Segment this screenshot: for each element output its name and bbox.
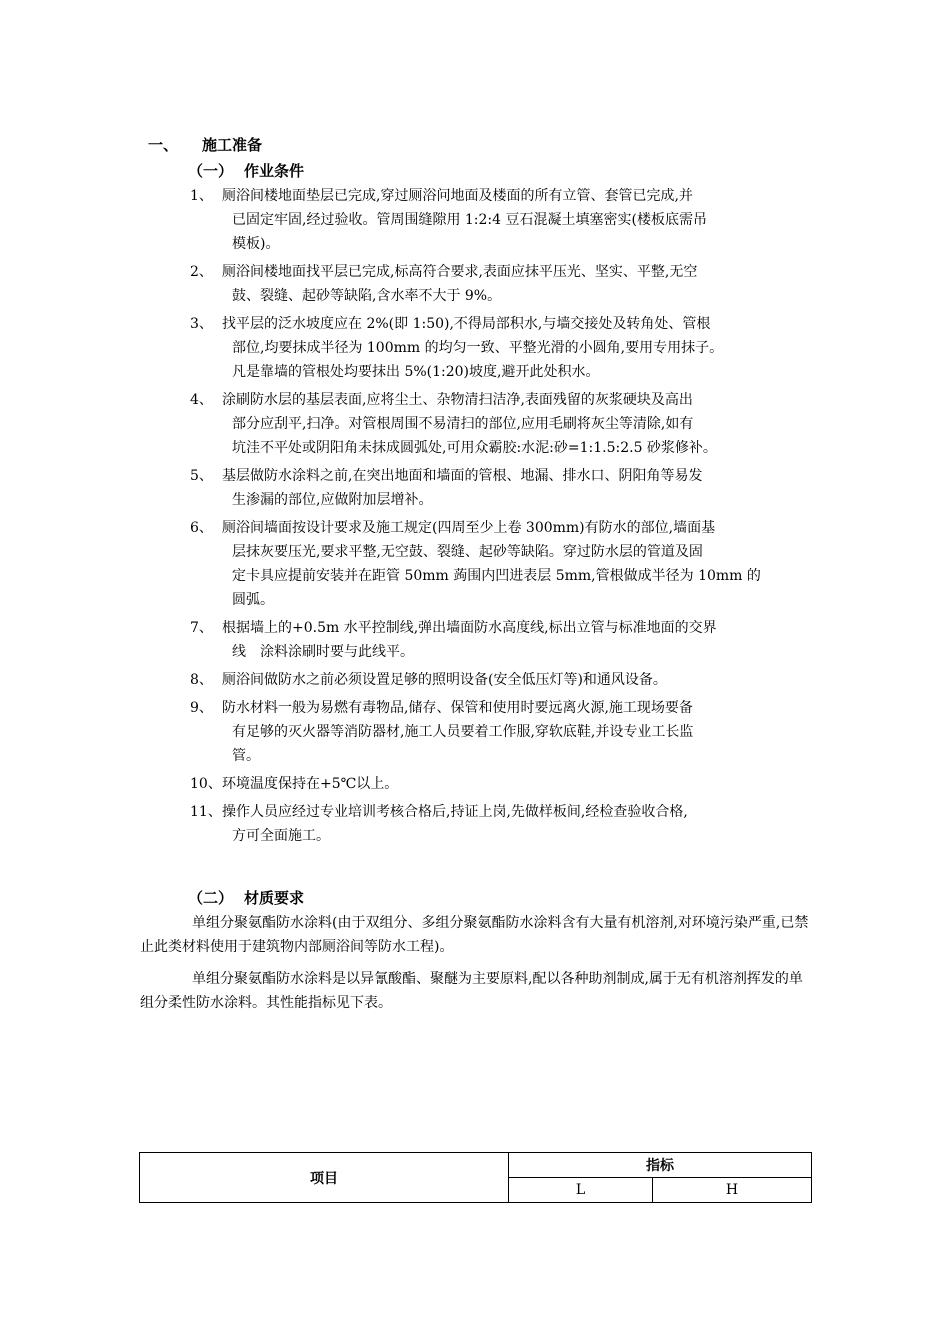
item-number: 6、: [190, 520, 213, 536]
item-line: 鼓、裂缝、起砂等缺陷,含水率不大于 9%。: [232, 288, 502, 304]
item-line: 管。: [232, 748, 260, 764]
list-item: [190, 772, 810, 796]
item-line: 线 涂料涂刷时要与此线平。: [232, 644, 414, 660]
list-item: [190, 696, 810, 768]
list-item: [190, 516, 810, 612]
item-number: 3、: [190, 316, 213, 332]
list-item: [190, 668, 810, 692]
item-line: 防水材料一般为易燃有毒物品,储存、保管和使用时要远离火源,施工现场要备: [222, 700, 693, 716]
paragraph: 单组分聚氨酯防水涂料是以异氰酸酯、聚醚为主要原料,配以各种助剂制成,属于无有机溶剂挥发的单组分柔性防水涂料。其性能指标见下表。: [140, 971, 803, 1011]
list-item: [190, 388, 810, 460]
item-line: 定卡具应提前安装并在距管 50mm 蒟围内凹进表层 5mm,管根做成半径为 10mm 的: [232, 568, 761, 584]
item-line: 厕浴间楼地面找平层已完成,标高符合要求,表面应抹平压光、坚实、平整,无空: [222, 264, 698, 280]
item-line: 模板)。: [232, 236, 280, 252]
list-item: [190, 800, 810, 848]
subsection-heading-materials: [188, 887, 304, 908]
spec-table: [139, 1152, 812, 1203]
item-number: 7、: [190, 620, 213, 636]
item-number: 10、: [190, 776, 222, 792]
header-item: 项目: [140, 1153, 509, 1203]
item-line: 部分应刮平,扫净。对管根周围不易清扫的部位,应用毛刷将灰尘等清除,如有: [232, 416, 694, 432]
conditions-list: [190, 184, 810, 852]
item-number: 2、: [190, 264, 213, 280]
item-line: 有足够的灭火器等消防器材,施工人员要着工作服,穿软底鞋,并设专业工长监: [232, 724, 694, 740]
item-line: 方可全面施工。: [232, 828, 330, 844]
section-heading: [148, 134, 262, 155]
section-title: 施工准备: [202, 136, 263, 154]
item-line: 凡是靠墙的管根处均要抹出 5%(1:20)坡度,避开此处积水。: [232, 364, 600, 380]
item-line: 根据墙上的+0.5m 水平控制线,弹出墙面防水高度线,标出立管与标准地面的交界: [222, 620, 717, 636]
item-number: 8、: [190, 672, 213, 688]
item-line: 基层做防水涂料之前,在突出地面和墙面的管根、地漏、排水口、阴阳角等易发: [222, 468, 703, 484]
paragraph: 单组分聚氨酯防水涂料(由于双组分、多组分聚氨酯防水涂料含有大量有机溶剂,对环境污染严重,已禁止此类材料使用于建筑物内部厕浴间等防水工程)。: [140, 915, 809, 955]
item-number: 11、: [190, 804, 222, 820]
subsection-title: 作业条件: [244, 162, 305, 180]
subsection-title: 材质要求: [244, 889, 305, 907]
list-item: [190, 184, 810, 256]
subsection-heading-conditions: [188, 160, 304, 181]
item-number: 4、: [190, 392, 213, 408]
item-line: 部位,均要抹成半径为 100mm 的均匀一致、平整光滑的小圆角,要用专用抹子。: [232, 340, 724, 356]
item-line: 厕浴间做防水之前必须设置足够的照明设备(安全低压灯等)和通风设备。: [222, 672, 667, 688]
header-sub-h: H: [653, 1178, 812, 1203]
list-item: [190, 312, 810, 384]
list-item: [190, 616, 810, 664]
item-number: 1、: [190, 188, 213, 204]
item-line: 找平层的泛水坡度应在 2%(即 1:50),不得局部积水,与墙交接处及转角处、管根: [222, 316, 711, 332]
item-line: 坑洼不平处或阴阳角未抹成圆弧处,可用众霸胶:水泥:砂=1:1.5:2.5 砂浆修补。: [232, 440, 717, 456]
item-line: 圆弧。: [232, 592, 274, 608]
subsection-number: （二）: [188, 889, 234, 907]
subsection-number: （一）: [188, 162, 234, 180]
item-line: 厕浴间墙面按设计要求及施工规定(四周至少上卷 300mm)有防水的部位,墙面基: [222, 520, 716, 536]
item-line: 厕浴间楼地面垫层已完成,穿过厕浴问地面及楼面的所有立管、套管已完成,并: [222, 188, 693, 204]
table-header-row: [140, 1153, 812, 1178]
item-line: 操作人员应经过专业培训考核合格后,持证上岗,先做样板间,经检查验收合格,: [222, 804, 688, 820]
section-number: 一、: [148, 136, 179, 154]
list-item: [190, 260, 810, 308]
item-number: 5、: [190, 468, 213, 484]
header-sub-l: L: [509, 1178, 653, 1203]
item-line: 已固定牢固,经过验收。管周围缝隙用 1:2:4 豆石混凝土填塞密实(楼板底需吊: [232, 212, 707, 228]
item-number: 9、: [190, 700, 213, 716]
item-line: 生渗漏的部位,应做附加层增补。: [232, 492, 433, 508]
item-line: 涂刷防水层的基层表面,应将尘土、杂物清扫洁净,表面残留的灰浆硬块及高出: [222, 392, 693, 408]
item-line: 环境温度保持在+5℃以上。: [222, 776, 399, 792]
header-index: 指标: [509, 1153, 812, 1178]
item-line: 层抹灰要压光,要求平整,无空鼓、裂缝、起砂等缺陷。穿过防水层的管道及固: [232, 544, 703, 560]
list-item: [190, 464, 810, 512]
